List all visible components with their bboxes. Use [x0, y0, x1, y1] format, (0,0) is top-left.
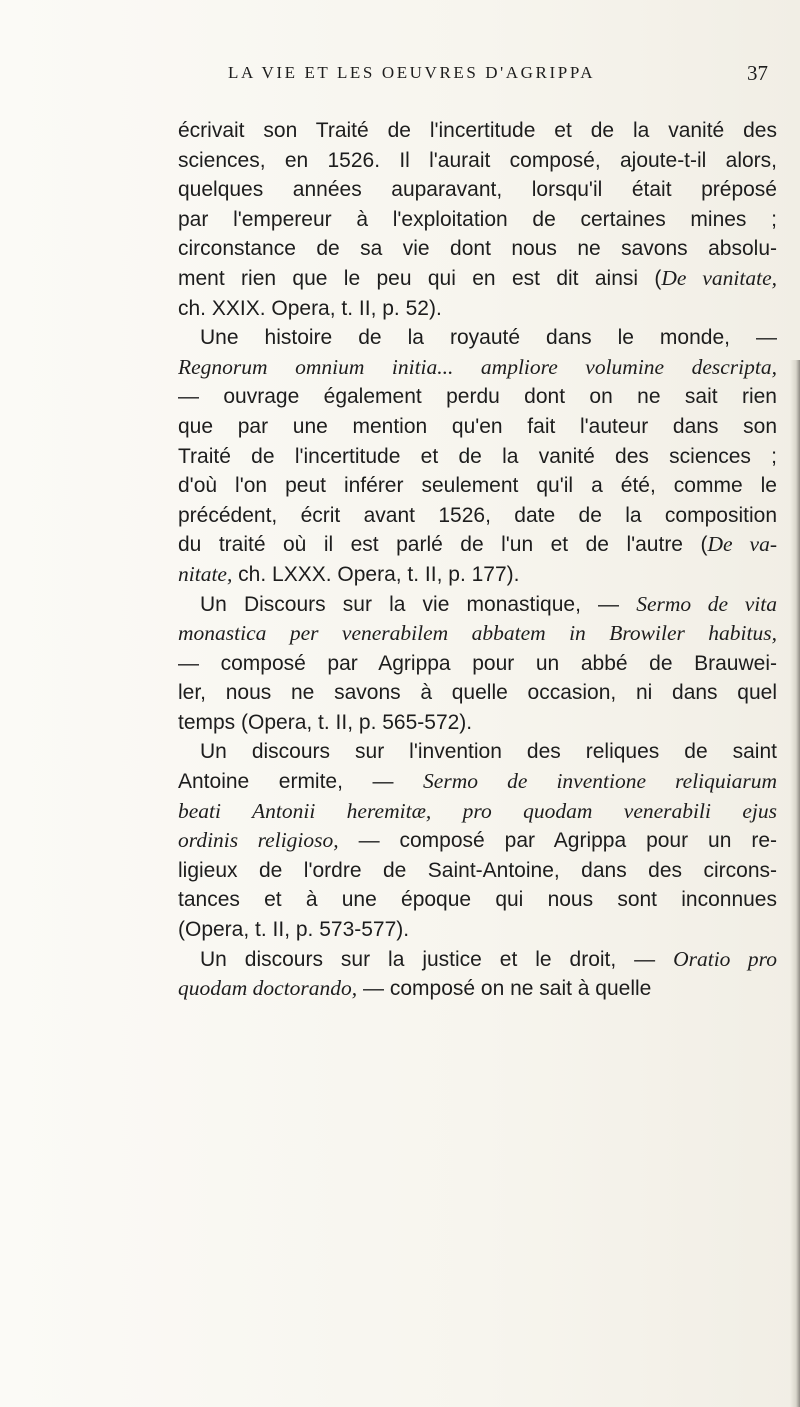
text-line — [178, 205, 777, 235]
text-line — [178, 264, 777, 294]
page-header — [228, 63, 768, 93]
text-line — [178, 471, 777, 501]
text-line — [178, 175, 777, 205]
text-segment: écrivait son Traité de l'incertitude et de la vanité des — [178, 119, 777, 142]
text-segment: Un discours sur l'invention des reliques de saint — [200, 740, 777, 764]
text-segment: ch. XXIX. Opera, t. II, p. 52). — [178, 296, 442, 320]
text-line — [178, 353, 777, 383]
text-line — [178, 945, 777, 975]
text-segment: circonstance de sa vie dont nous ne savons absolu- — [178, 237, 777, 261]
text-line — [178, 560, 777, 590]
italic-text: Regnorum omnium initia... ampliore volumine descripta, — [178, 354, 777, 379]
text-line — [178, 826, 777, 856]
text-segment: ment rien que le peu qui en est dit ainsi ( — [178, 266, 662, 290]
text-segment: Un discours sur la justice et le droit, — — [200, 947, 674, 971]
text-segment: précédent, écrit avant 1526, date de la composition — [178, 503, 777, 527]
text-line — [178, 234, 777, 264]
text-line — [178, 678, 777, 708]
italic-text: ordinis religioso, — [178, 828, 339, 853]
page-number: 37 — [747, 61, 768, 85]
text-segment: ler, nous ne savons à quelle occasion, ni dans quel — [178, 681, 777, 705]
text-segment: Antoine ermite, — — [178, 770, 424, 794]
italic-text: Sermo de inventione reliquiarum — [423, 769, 777, 794]
italic-text: monastica per venerabilem abbatem in Browiler habitus, — [178, 621, 777, 646]
text-segment: — composé on ne sait à quelle — [357, 977, 652, 1001]
text-line — [178, 708, 777, 738]
italic-text: Sermo de vita — [636, 591, 777, 616]
italic-text: De va- — [707, 532, 777, 557]
text-line — [178, 797, 777, 827]
text-segment: Traité de l'incertitude et de la vanité des sciences ; — [178, 444, 777, 468]
italic-text: Oratio pro — [673, 946, 777, 971]
text-segment: — composé par Agrippa pour un re- — [338, 829, 777, 853]
text-line — [178, 530, 777, 560]
text-segment: sciences, en 1526. Il l'aurait composé, ajoute-t-il alors, — [178, 148, 777, 172]
text-segment: tances et à une époque qui nous sont inconnues — [178, 888, 777, 912]
text-line — [178, 116, 777, 146]
text-line — [178, 649, 777, 679]
text-line — [178, 294, 777, 324]
text-segment: par l'empereur à l'exploitation de certaines mines ; — [178, 207, 777, 231]
text-line — [178, 442, 777, 472]
text-segment: Une histoire de la royauté dans le monde, — — [200, 326, 777, 350]
text-segment: d'où l'on peut inférer seulement qu'il a été, comme le — [178, 474, 777, 498]
text-segment: quelques années auparavant, lorsqu'il était préposé — [178, 178, 777, 202]
text-line — [178, 590, 777, 620]
text-segment: ligieux de l'ordre de Saint-Antoine, dans des circons- — [178, 858, 777, 882]
page-edge-shadow — [790, 360, 800, 1407]
body-text — [178, 116, 777, 1004]
italic-text: De vanitate, — [661, 265, 777, 290]
text-line — [178, 412, 777, 442]
italic-text: quodam doctorando, — [178, 976, 358, 1001]
text-line — [178, 885, 777, 915]
text-segment: du traité où il est parlé de l'un et de l'autre ( — [178, 533, 708, 557]
text-segment: Un Discours sur la vie monastique, — — [200, 592, 637, 616]
text-line — [178, 856, 777, 886]
text-line — [178, 767, 777, 797]
text-line — [178, 382, 777, 412]
text-line — [178, 737, 777, 767]
text-line — [178, 323, 777, 353]
italic-text: beati Antonii heremitæ, pro quodam venerabili ejus — [178, 798, 777, 823]
text-line — [178, 146, 777, 176]
text-segment: temps (Opera, t. II, p. 565-572). — [178, 710, 473, 734]
text-segment: ch. LXXX. Opera, t. II, p. 177). — [232, 562, 520, 586]
running-title: LA VIE ET LES OEUVRES D'AGRIPPA — [228, 63, 596, 82]
text-segment: que par une mention qu'en fait l'auteur dans son — [178, 414, 777, 438]
text-segment: (Opera, t. II, p. 573-577). — [178, 918, 410, 942]
text-segment: — composé par Agrippa pour un abbé de Brauwei- — [178, 651, 777, 675]
text-line — [178, 915, 777, 945]
text-segment: — ouvrage également perdu dont on ne sait rien — [178, 385, 777, 409]
text-line — [178, 619, 777, 649]
text-line — [178, 974, 777, 1004]
italic-text: nitate, — [178, 561, 233, 586]
text-line — [178, 501, 777, 531]
